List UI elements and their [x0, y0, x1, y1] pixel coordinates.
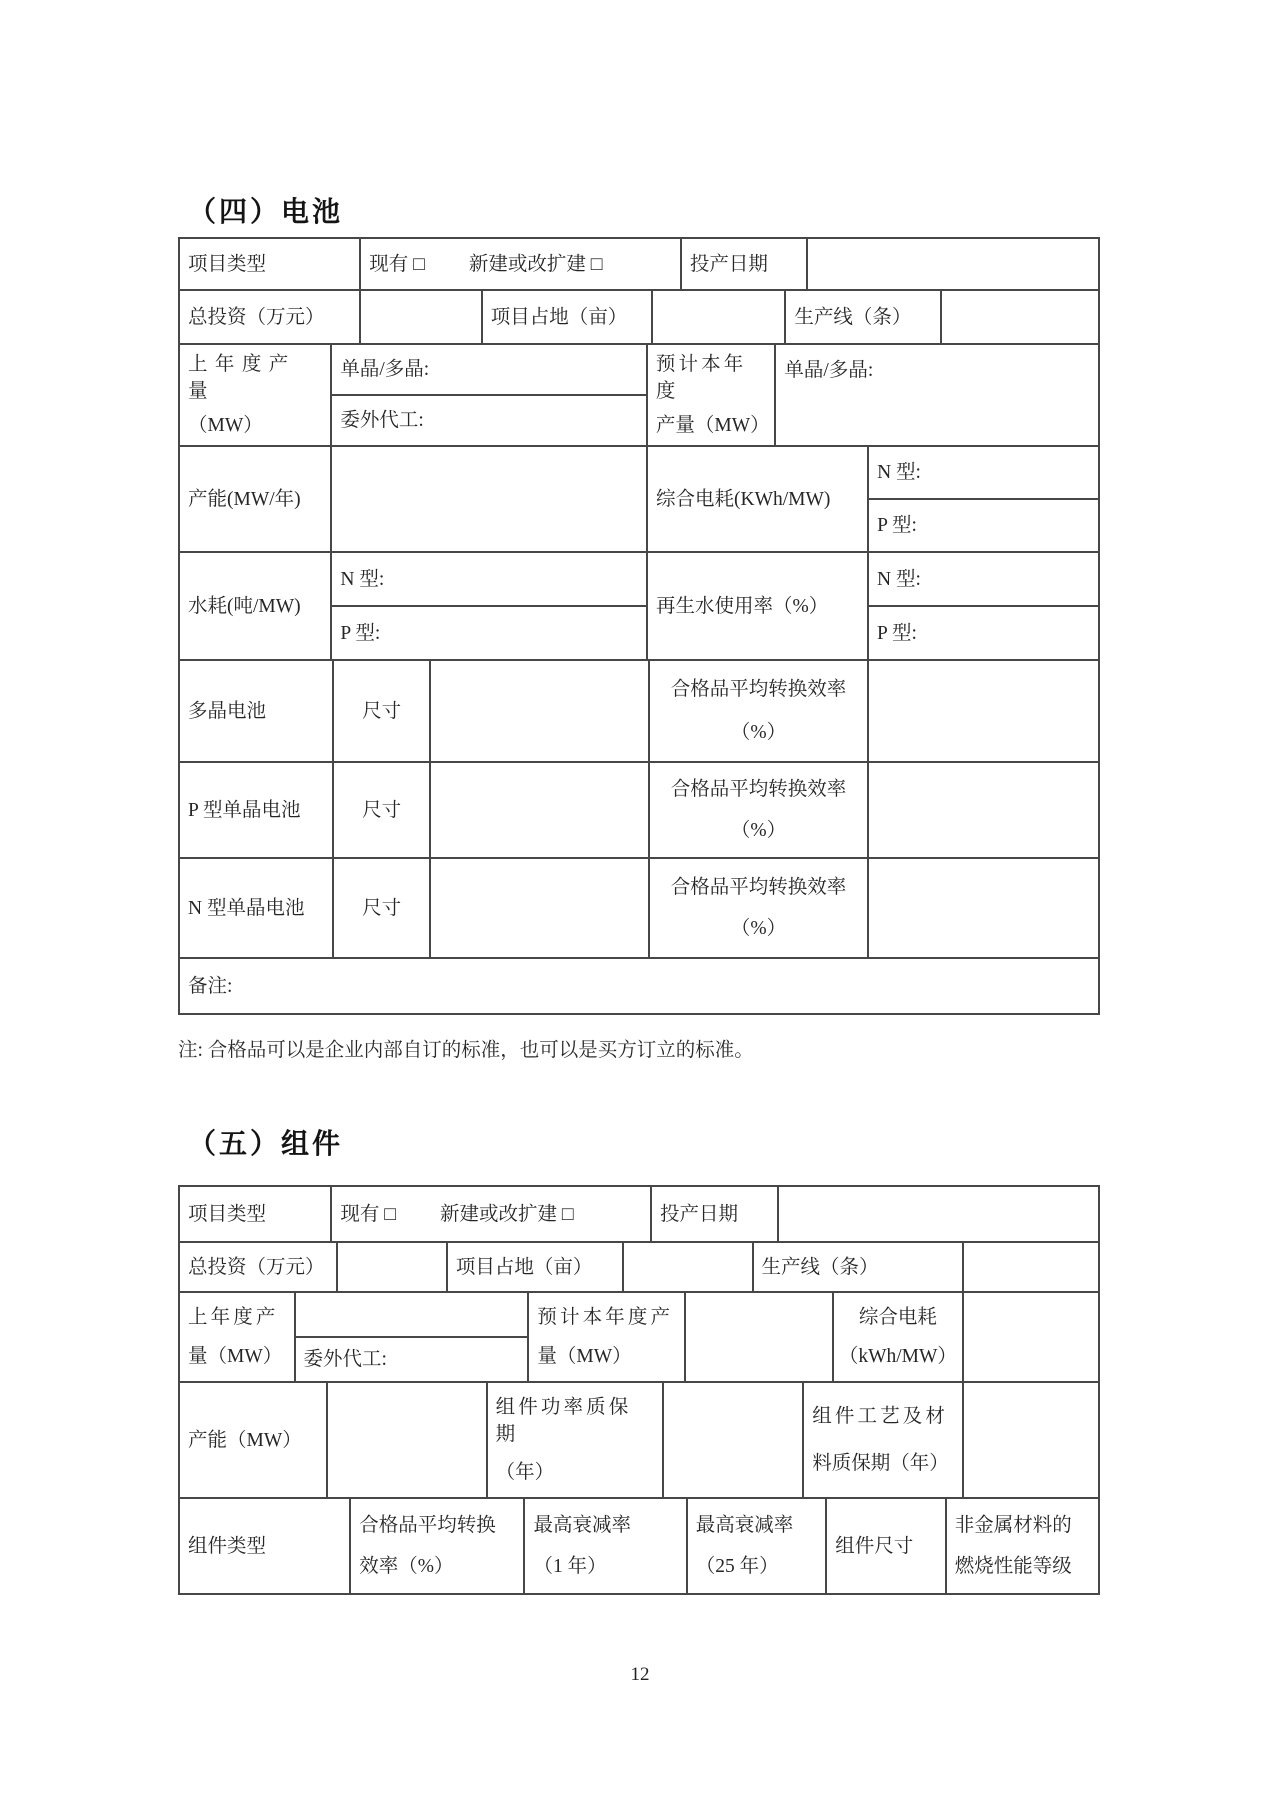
mono-multi-field: 单晶/多晶:: [332, 345, 646, 396]
project-type-options: [361, 239, 682, 289]
efficiency-label: 合格品平均转换效率 （%）: [650, 661, 869, 761]
page-content: [178, 0, 1104, 1595]
existing-checkbox-option: 现有 □: [340, 1203, 397, 1225]
power-consumption-label: 综合电耗 （kWh/MW）: [834, 1293, 963, 1381]
total-investment-label: 总投资（万元）: [180, 291, 361, 343]
module-size-label: 组件尺寸: [827, 1499, 947, 1593]
cell-type-label: P 型单晶电池: [180, 763, 334, 857]
material-warranty-value-cell: [964, 1383, 1098, 1497]
land-area-label: 项目占地（亩）: [483, 291, 653, 343]
n-type-field: N 型:: [332, 553, 646, 607]
table-row: [180, 553, 1098, 661]
power-warranty-value-cell: [664, 1383, 804, 1497]
empty-cell: [296, 1293, 528, 1338]
size-value-cell: [431, 661, 650, 761]
last-year-output-label: 上年度产 量（MW）: [180, 1293, 296, 1381]
table-row: [180, 1499, 1098, 1593]
power-warranty-label: 组件功率质保期 （年）: [488, 1383, 664, 1497]
remarks-label: 备注:: [188, 975, 233, 997]
power-consumption-label: 综合电耗(KWh/MW): [648, 447, 869, 551]
table-row: [180, 1293, 1098, 1383]
efficiency-label: 合格品平均转换效率 （%）: [650, 859, 869, 957]
table-row: [180, 859, 1098, 959]
land-area-label: 项目占地（亩）: [448, 1243, 624, 1291]
water-consumption-label: 水耗(吨/MW): [180, 553, 332, 659]
production-date-value-cell: [779, 1187, 1098, 1241]
cell-type-label: N 型单晶电池: [180, 859, 334, 957]
p-type-field: P 型:: [340, 622, 381, 644]
p-type-field: P 型:: [877, 622, 917, 644]
table-row: [180, 1187, 1098, 1243]
land-area-value-cell: [624, 1243, 753, 1291]
project-type-label: 项目类型: [180, 239, 361, 289]
table-row: [180, 1383, 1098, 1499]
fire-rating-label: 非金属材料的 燃烧性能等级: [954, 1515, 1072, 1577]
capacity-label: 产能(MW/年): [180, 447, 332, 551]
module-table: [178, 1185, 1100, 1595]
battery-table: [178, 237, 1100, 1015]
table-row: [180, 345, 1098, 447]
table-row: [180, 959, 1098, 1013]
table-row: [180, 763, 1098, 859]
table-row: [180, 239, 1098, 291]
size-label: 尺寸: [334, 859, 431, 957]
production-lines-value-cell: [964, 1243, 1098, 1291]
new-expand-checkbox-option: 新建或改扩建 □: [440, 1203, 574, 1225]
power-consumption-values: [869, 447, 1098, 551]
capacity-label: 产能（MW）: [180, 1383, 328, 1497]
n-type-field: N 型:: [869, 553, 1098, 607]
outsourcing-field: 委外代工:: [340, 410, 424, 431]
module-section-title: （五）组件: [188, 1128, 344, 1159]
module-type-label: 组件类型: [180, 1499, 351, 1593]
capacity-value-cell: [332, 447, 648, 551]
degradation-25y-label: 最高衰减率 （25 年）: [688, 1499, 827, 1593]
page-number: 12: [630, 1664, 650, 1685]
size-label: 尺寸: [334, 763, 431, 857]
land-area-value-cell: [653, 291, 786, 343]
production-lines-label: 生产线（条）: [786, 291, 941, 343]
forecast-output-label: 预计本年度产 量（MW）: [529, 1293, 685, 1381]
size-value-cell: [431, 859, 650, 957]
outsourcing-field: 委外代工:: [303, 1349, 387, 1370]
production-lines-value-cell: [942, 291, 1098, 343]
size-label: 尺寸: [334, 661, 431, 761]
production-lines-label: 生产线（条）: [754, 1243, 964, 1291]
p-type-field: P 型:: [877, 515, 917, 536]
last-year-output-detail: [332, 345, 648, 445]
production-date-label: 投产日期: [682, 239, 808, 289]
forecast-output-value-cell: [686, 1293, 834, 1381]
last-year-output-detail: [296, 1293, 530, 1381]
recycled-water-rate-label: 再生水使用率（%）: [648, 553, 869, 659]
power-consumption-value-cell: [964, 1293, 1098, 1381]
table-row: [180, 447, 1098, 553]
project-type-label: 项目类型: [180, 1187, 332, 1241]
capacity-value-cell: [328, 1383, 487, 1497]
production-date-value-cell: [808, 239, 1098, 289]
efficiency-value-cell: [869, 763, 1098, 857]
degradation-1y-label: 最高衰减率 （1 年）: [525, 1499, 687, 1593]
last-year-output-label: 上年度产量 （MW）: [180, 345, 332, 445]
footnote: 注: 合格品可以是企业内部自订的标准，也可以是买方订立的标准。: [178, 1040, 754, 1061]
cell-type-label: 多晶电池: [180, 661, 334, 761]
water-consumption-values: [332, 553, 648, 659]
total-investment-label: 总投资（万元）: [180, 1243, 338, 1291]
battery-section-title: （四）电池: [188, 196, 344, 227]
n-type-field: N 型:: [869, 447, 1098, 500]
material-warranty-label: 组件工艺及材 料质保期（年）: [804, 1383, 963, 1497]
forecast-mono-multi-field: 单晶/多晶:: [784, 360, 874, 381]
forecast-output-label: 预计本年度 产量（MW）: [648, 345, 776, 445]
efficiency-label: 合格品平均转换 效率（%）: [351, 1499, 525, 1593]
table-row: [180, 661, 1098, 763]
production-date-label: 投产日期: [652, 1187, 779, 1241]
project-type-options: [332, 1187, 652, 1241]
table-row: [180, 1243, 1098, 1293]
recycled-water-rate-values: [869, 553, 1098, 659]
total-investment-value-cell: [338, 1243, 448, 1291]
new-expand-checkbox-option: 新建或改扩建 □: [468, 253, 603, 275]
table-row: [180, 291, 1098, 345]
efficiency-value-cell: [869, 859, 1098, 957]
total-investment-value-cell: [361, 291, 482, 343]
existing-checkbox-option: 现有 □: [369, 253, 425, 275]
efficiency-label: 合格品平均转换效率 （%）: [650, 763, 869, 857]
efficiency-value-cell: [869, 661, 1098, 761]
size-value-cell: [431, 763, 650, 857]
